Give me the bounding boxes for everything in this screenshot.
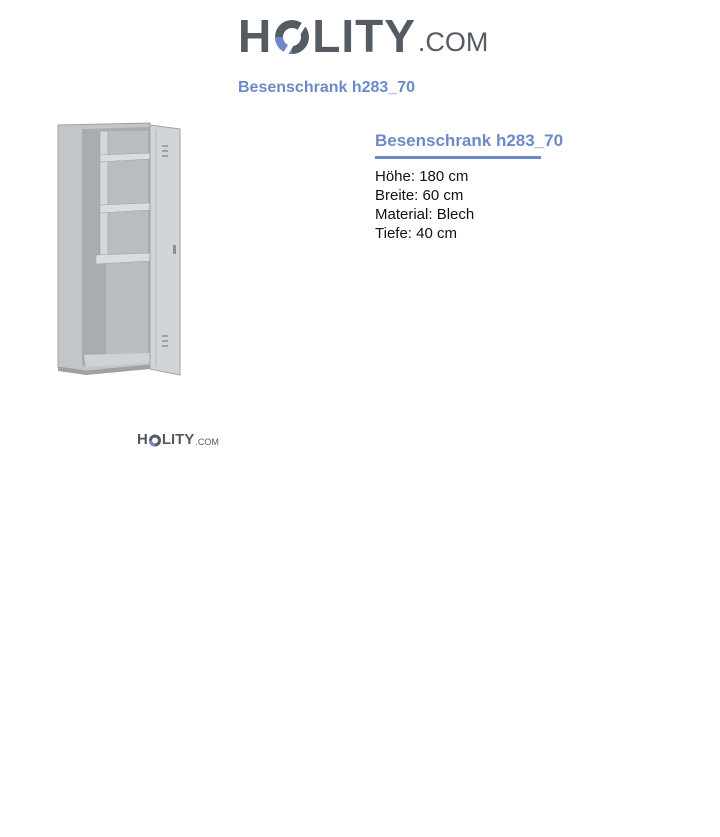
watermark-o-icon [148, 432, 162, 448]
product-heading: Besenschrank h283_70 [375, 131, 564, 150]
site-logo[interactable] [238, 12, 488, 60]
spec-item-tiefe: Tiefe: 40 cm [375, 225, 457, 242]
watermark-logo [137, 432, 219, 448]
spec-item-hoehe: Höhe: 180 cm [375, 168, 469, 185]
logo-text-lity: LITY [312, 10, 416, 62]
logo-domain: .COM [417, 27, 489, 57]
watermark-text-h: H [137, 431, 148, 448]
logo-o-icon [272, 12, 312, 60]
cabinet-illustration [0, 115, 250, 475]
product-details [375, 131, 705, 243]
heading-underline [375, 156, 541, 159]
page-title: Besenschrank h283_70 [238, 79, 415, 96]
logo-text-h: H [238, 10, 273, 62]
spec-item-material: Material: Blech [375, 206, 475, 223]
watermark-text-lity: LITY [161, 431, 195, 448]
watermark-domain: .COM [195, 437, 219, 447]
spec-list [375, 167, 705, 243]
spec-item-breite: Breite: 60 cm [375, 187, 464, 204]
product-image [0, 115, 250, 475]
